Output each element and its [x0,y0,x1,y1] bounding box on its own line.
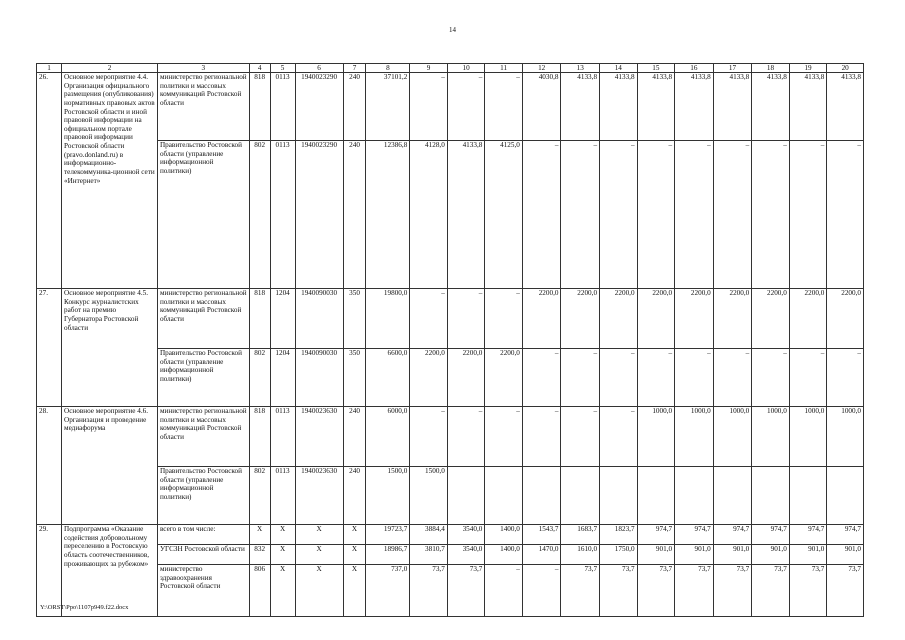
value-cell [485,467,523,525]
value-cell: – [485,407,523,467]
value-cell: 73,7 [600,565,638,617]
value-cell: 818 [249,407,270,467]
value-cell: – [522,349,561,407]
value-cell: – [485,73,523,141]
value-cell: – [600,349,638,407]
value-cell: – [522,141,561,289]
value-cell: 1940023630 [295,467,343,525]
header-cell: 5 [270,64,295,73]
value-cell: 1940090030 [295,349,343,407]
value-cell [675,467,714,525]
value-cell: – [522,565,561,617]
value-cell: 3884,4 [410,525,448,545]
value-cell: 6600,0 [366,349,410,407]
value-cell: 73,7 [713,565,752,617]
value-cell: 737,0 [366,565,410,617]
value-cell: – [675,141,714,289]
value-cell: 1823,7 [600,525,638,545]
header-cell: 13 [561,64,600,73]
value-cell: 4128,0 [410,141,448,289]
value-cell: 1683,7 [561,525,600,545]
value-cell: – [561,349,600,407]
table-row [37,73,864,141]
file-path-footer: Y:\ORST\Ppo\1107p949.f22.docx [40,604,129,611]
row-number: 29. [37,525,62,617]
value-cell: 19723,7 [366,525,410,545]
value-cell: 1400,0 [485,545,523,565]
header-cell: 8 [366,64,410,73]
value-cell [522,467,561,525]
value-cell: 901,0 [675,545,714,565]
value-cell: – [447,289,485,349]
value-cell: 4030,8 [522,73,561,141]
value-cell: 1500,0 [366,467,410,525]
header-cell: 3 [157,64,249,73]
value-cell: 6000,0 [366,407,410,467]
executor-cell: всего в том числе: [157,525,249,545]
value-cell: – [561,141,600,289]
value-cell: 1204 [270,349,295,407]
executor-cell: УГСЗН Ростовской области [157,545,249,565]
value-cell: 832 [249,545,270,565]
value-cell: – [447,407,485,467]
value-cell [827,467,864,525]
value-cell [752,467,790,525]
table-row [37,545,864,565]
header-cell: 7 [343,64,366,73]
value-cell: 19800,0 [366,289,410,349]
executor-cell: министерство здравоохранения Ростовской области [157,565,249,617]
value-cell: – [485,565,523,617]
value-cell: 1610,0 [561,545,600,565]
value-cell: X [343,525,366,545]
value-cell: 12386,8 [366,141,410,289]
value-cell: 2200,0 [522,289,561,349]
value-cell: – [637,141,675,289]
value-cell: 901,0 [789,545,827,565]
header-cell: 12 [522,64,561,73]
value-cell: 1940090030 [295,289,343,349]
value-cell: – [789,141,827,289]
value-cell: – [675,349,714,407]
table-row [37,141,864,289]
value-cell: 1000,0 [637,407,675,467]
value-cell: – [485,289,523,349]
value-cell: 73,7 [675,565,714,617]
value-cell: 2200,0 [637,289,675,349]
value-cell: 240 [343,141,366,289]
value-cell: 3810,7 [410,545,448,565]
value-cell: 1400,0 [485,525,523,545]
executor-cell: министерство региональной политики и массовых коммуникаций Ростовской области [157,289,249,349]
value-cell: 4133,8 [713,73,752,141]
executor-cell: Правительство Ростовской области (управление информационной политики) [157,467,249,525]
value-cell: 0113 [270,141,295,289]
header-cell: 1 [37,64,62,73]
header-cell: 4 [249,64,270,73]
header-cell: 19 [789,64,827,73]
value-cell: 1940023290 [295,141,343,289]
value-cell: 974,7 [827,525,864,545]
value-cell: 4133,8 [675,73,714,141]
value-cell [713,467,752,525]
value-cell: 901,0 [713,545,752,565]
value-cell: 73,7 [752,565,790,617]
value-cell: 2200,0 [485,349,523,407]
value-cell: 818 [249,73,270,141]
value-cell: 240 [343,407,366,467]
page-number: 14 [449,26,456,34]
value-cell: 4125,0 [485,141,523,289]
value-cell: 350 [343,349,366,407]
value-cell [789,467,827,525]
value-cell: 1000,0 [675,407,714,467]
value-cell: 1543,7 [522,525,561,545]
value-cell: 1500,0 [410,467,448,525]
value-cell: – [600,141,638,289]
value-cell: 806 [249,565,270,617]
value-cell: 974,7 [789,525,827,545]
header-cell: 9 [410,64,448,73]
executor-cell: министерство региональной политики и массовых коммуникаций Ростовской области [157,407,249,467]
value-cell: – [827,141,864,289]
header-cell: 2 [62,64,158,73]
value-cell: 818 [249,289,270,349]
value-cell: X [295,525,343,545]
value-cell: 1940023290 [295,73,343,141]
value-cell: 974,7 [675,525,714,545]
value-cell: – [410,289,448,349]
executor-cell: Правительство Ростовской области (управление информационной политики) [157,349,249,407]
value-cell: 4133,8 [752,73,790,141]
value-cell: 73,7 [637,565,675,617]
value-cell: 37101,2 [366,73,410,141]
activity-name: Основное мероприятие 4.6. Организация и проведение медиафорума [62,407,158,525]
value-cell: 2200,0 [561,289,600,349]
value-cell: 3540,0 [447,525,485,545]
value-cell: 73,7 [561,565,600,617]
value-cell: 1940023630 [295,407,343,467]
activity-name: Основное мероприятие 4.4. Организация официального размещения (опубликования) нормативных правовых актов Ростовской области и иной правовой информации на официальном портале правовой информации Ростовской области (pravo.donland.ru) в информационно-телекоммуника-ционной сети «Интернет» [62,73,158,289]
value-cell: X [270,565,295,617]
table-row [37,525,864,545]
row-number: 27. [37,289,62,407]
value-cell: 2200,0 [827,289,864,349]
value-cell: 2200,0 [752,289,790,349]
table-body [37,64,864,617]
value-cell: – [410,407,448,467]
value-cell: 3540,0 [447,545,485,565]
value-cell: 4133,8 [637,73,675,141]
value-cell: – [827,349,864,407]
value-cell: 4133,8 [561,73,600,141]
value-cell: 1000,0 [752,407,790,467]
executor-cell: министерство региональной политики и массовых коммуникаций Ростовской области [157,73,249,141]
activity-name: Основное мероприятие 4.5. Конкурс журналистских работ на премию Губернатора Ростовской области [62,289,158,407]
value-cell: X [295,545,343,565]
value-cell: 73,7 [447,565,485,617]
value-cell: 974,7 [637,525,675,545]
row-number: 28. [37,407,62,525]
value-cell [600,467,638,525]
value-cell: X [270,525,295,545]
value-cell: – [447,73,485,141]
value-cell: 240 [343,73,366,141]
header-cell: 11 [485,64,523,73]
value-cell: 73,7 [789,565,827,617]
value-cell: – [789,349,827,407]
value-cell: – [713,349,752,407]
value-cell: 18986,7 [366,545,410,565]
value-cell [637,467,675,525]
value-cell: 2200,0 [675,289,714,349]
value-cell: 901,0 [752,545,790,565]
header-cell: 6 [295,64,343,73]
value-cell: 73,7 [827,565,864,617]
value-cell: 802 [249,141,270,289]
value-cell: – [410,73,448,141]
header-cell: 16 [675,64,714,73]
value-cell: X [270,545,295,565]
activity-name: Подпрограмма «Оказание содействия добровольному переселению в Ростовскую область соотечественников, проживающих за рубежом» [62,525,158,617]
header-row [37,64,864,73]
value-cell: X [249,525,270,545]
value-cell: 350 [343,289,366,349]
value-cell [561,467,600,525]
table-row [37,289,864,349]
value-cell: 0113 [270,407,295,467]
value-cell: 1000,0 [713,407,752,467]
value-cell: 974,7 [752,525,790,545]
table-row [37,407,864,467]
value-cell: 2200,0 [789,289,827,349]
value-cell: 901,0 [637,545,675,565]
header-cell: 20 [827,64,864,73]
value-cell: 1000,0 [827,407,864,467]
value-cell: – [713,141,752,289]
value-cell: 240 [343,467,366,525]
value-cell: 1204 [270,289,295,349]
value-cell: 2200,0 [410,349,448,407]
value-cell: 4133,8 [447,141,485,289]
value-cell: X [343,545,366,565]
value-cell: 1750,0 [600,545,638,565]
header-cell: 14 [600,64,638,73]
value-cell: 1000,0 [789,407,827,467]
value-cell: 4133,8 [600,73,638,141]
header-cell: 15 [637,64,675,73]
header-cell: 18 [752,64,790,73]
value-cell: 1470,0 [522,545,561,565]
executor-cell: Правительство Ростовской области (управление информационной политики) [157,141,249,289]
table-row [37,467,864,525]
value-cell: 802 [249,349,270,407]
value-cell: 4133,8 [827,73,864,141]
header-cell: 10 [447,64,485,73]
row-number: 26. [37,73,62,289]
value-cell: X [343,565,366,617]
value-cell: 2200,0 [713,289,752,349]
table-row [37,565,864,617]
value-cell: – [752,141,790,289]
value-cell: 802 [249,467,270,525]
value-cell: – [522,407,561,467]
value-cell: – [600,407,638,467]
budget-table [36,63,864,617]
value-cell: 0113 [270,73,295,141]
header-cell: 17 [713,64,752,73]
value-cell: 73,7 [410,565,448,617]
value-cell: 2200,0 [600,289,638,349]
value-cell: 4133,8 [789,73,827,141]
value-cell: 0113 [270,467,295,525]
table-row [37,349,864,407]
value-cell: 974,7 [713,525,752,545]
value-cell: 901,0 [827,545,864,565]
value-cell: – [752,349,790,407]
value-cell: X [295,565,343,617]
value-cell: 2200,0 [447,349,485,407]
value-cell: – [561,407,600,467]
value-cell [447,467,485,525]
value-cell: – [637,349,675,407]
